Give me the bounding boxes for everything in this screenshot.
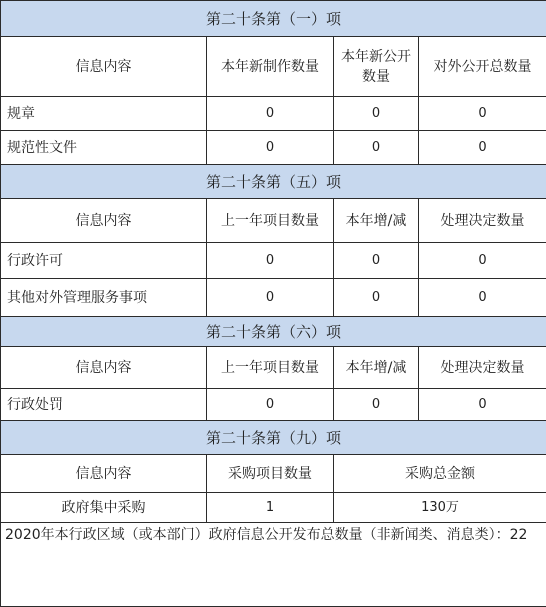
header-procurement-count: 采购项目数量 [207,455,334,493]
header-info-content: 信息内容 [1,199,207,243]
header-info-content: 信息内容 [1,455,207,493]
row-value: 0 [419,243,546,279]
header-info-content: 信息内容 [1,347,207,389]
header-prev-year-count: 上一年项目数量 [207,199,334,243]
row-value: 0 [419,279,546,317]
section-title: 第二十条第（六）项 [1,317,546,347]
total-count-note: 2020年本行政区域（或本部门）政府信息公开发布总数量（非新闻类、消息类）：22 [1,523,546,607]
row-label: 政府集中采购 [1,493,207,523]
header-decision-count: 处理决定数量 [419,199,546,243]
row-value: 0 [207,131,334,165]
section-title: 第二十条第（五）项 [1,165,546,199]
row-value: 130万 [334,493,546,523]
header-info-content: 信息内容 [1,37,207,97]
row-value: 0 [334,243,419,279]
row-label: 规章 [1,97,207,131]
header-change: 本年增/减 [334,199,419,243]
row-value: 0 [207,279,334,317]
row-value: 0 [207,243,334,279]
header-new-published: 本年新公开数量 [334,37,419,97]
row-value: 0 [334,131,419,165]
row-value: 0 [334,97,419,131]
header-change: 本年增/减 [334,347,419,389]
row-value: 0 [207,97,334,131]
row-value: 0 [419,389,546,421]
section-title: 第二十条第（一）项 [1,1,546,37]
section-title: 第二十条第（九）项 [1,421,546,455]
header-decision-count: 处理决定数量 [419,347,546,389]
header-new-produced: 本年新制作数量 [207,37,334,97]
row-value: 1 [207,493,334,523]
row-value: 0 [334,389,419,421]
row-value: 0 [334,279,419,317]
row-label: 行政许可 [1,243,207,279]
header-prev-year-count: 上一年项目数量 [207,347,334,389]
row-value: 0 [419,97,546,131]
row-label: 其他对外管理服务事项 [1,279,207,317]
row-label: 行政处罚 [1,389,207,421]
header-procurement-amount: 采购总金额 [334,455,546,493]
row-value: 0 [207,389,334,421]
row-label: 规范性文件 [1,131,207,165]
row-value: 0 [419,131,546,165]
header-total-published: 对外公开总数量 [419,37,546,97]
